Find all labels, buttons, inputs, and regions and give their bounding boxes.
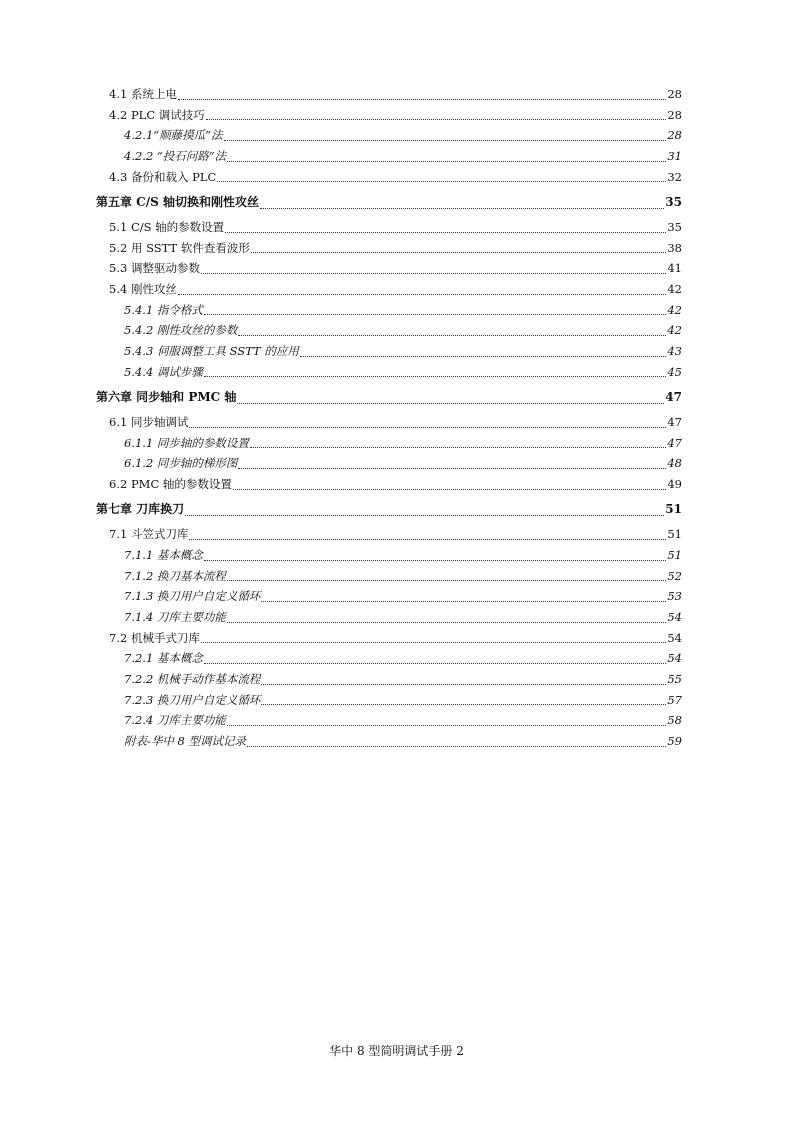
- toc-entry-title: 5.4.4 调试步骤: [124, 364, 203, 379]
- toc-entry-page-number: 49: [667, 477, 682, 491]
- dot-leader: [178, 294, 666, 295]
- dot-leader: [201, 642, 666, 643]
- toc-entry-page-number: 54: [667, 630, 682, 645]
- toc-entry-title: 7.2.4 刀库主要功能: [124, 713, 226, 728]
- toc-entry[interactable]: [96, 125, 682, 146]
- dot-leader: [217, 181, 666, 182]
- dot-leader: [227, 622, 666, 623]
- toc-entry-page-number: 47: [667, 414, 682, 429]
- toc-entry-title: 7.1.1 基本概念: [124, 547, 203, 562]
- toc-entry[interactable]: [96, 105, 682, 126]
- toc-entry-title: 5.4 刚性攻丝: [109, 282, 177, 296]
- toc-chapter-entry[interactable]: [96, 497, 682, 521]
- dot-leader: [261, 704, 666, 705]
- toc-entry-title: 7.2 机械手式刀库: [109, 630, 200, 645]
- toc-entry[interactable]: [96, 669, 682, 690]
- dot-leader: [250, 447, 666, 448]
- toc-entry[interactable]: [96, 412, 682, 433]
- dot-leader: [204, 314, 666, 315]
- toc-entry[interactable]: [96, 362, 682, 383]
- toc-entry[interactable]: [96, 146, 682, 167]
- dot-leader: [261, 684, 666, 685]
- toc-entry-page-number: 58: [667, 713, 682, 728]
- toc-entry-page-number: 55: [667, 672, 682, 686]
- dot-leader: [247, 746, 666, 747]
- table-of-contents: [96, 84, 682, 752]
- toc-entry-page-number: 51: [665, 502, 682, 517]
- toc-entry-title: 5.4.2 刚性攻丝的参数: [124, 323, 238, 338]
- dot-leader: [204, 560, 666, 561]
- toc-entry[interactable]: [96, 648, 682, 669]
- toc-entry-page-number: 51: [667, 527, 682, 542]
- page-footer: 华中 8 型简明调试手册 2: [329, 1044, 464, 1058]
- toc-entry-title: 5.2 用 SSTT 软件查看波形: [109, 240, 250, 255]
- toc-entry-page-number: 28: [667, 107, 682, 122]
- dot-leader: [238, 468, 666, 469]
- toc-entry-title: 6.1.2 同步轴的梯形图: [124, 456, 238, 471]
- toc-entry-title: 4.1 系统上电: [109, 87, 177, 101]
- toc-entry[interactable]: [96, 566, 682, 587]
- dot-leader: [189, 539, 666, 540]
- dot-leader: [204, 376, 666, 377]
- toc-entry-title: 4.3 备份和载入 PLC: [109, 169, 217, 184]
- toc-entry[interactable]: [96, 300, 682, 321]
- toc-entry-page-number: 38: [667, 240, 682, 255]
- toc-entry-page-number: 54: [667, 651, 682, 666]
- toc-entry-page-number: 42: [667, 323, 682, 338]
- toc-entry-title: 6.1.1 同步轴的参数设置: [124, 435, 249, 450]
- toc-entry-title: 第五章 C/S 轴切换和刚性攻丝: [96, 194, 259, 209]
- toc-entry[interactable]: [96, 453, 682, 474]
- dot-leader: [201, 273, 666, 274]
- toc-entry[interactable]: [96, 731, 682, 752]
- toc-entry-page-number: 48: [667, 456, 682, 471]
- toc-entry-title: 7.1.3 换刀用户自定义循环: [124, 589, 261, 604]
- toc-entry-title: 7.1 斗笠式刀库: [109, 527, 189, 542]
- toc-entry[interactable]: [96, 710, 682, 731]
- toc-entry-title: 7.1.2 换刀基本流程: [124, 568, 226, 583]
- dot-leader: [185, 515, 664, 516]
- toc-entry-page-number: 28: [667, 128, 682, 143]
- dot-leader: [189, 427, 666, 428]
- toc-entry-page-number: 42: [667, 302, 682, 317]
- toc-chapter-entry[interactable]: [96, 190, 682, 214]
- toc-entry-title: 6.2 PMC 轴的参数设置: [109, 477, 232, 491]
- toc-entry-page-number: 43: [667, 344, 682, 359]
- dot-leader: [227, 725, 666, 726]
- toc-entry[interactable]: [96, 279, 682, 300]
- toc-entry-title: 7.1.4 刀库主要功能: [124, 609, 226, 624]
- dot-leader: [237, 403, 664, 404]
- toc-entry-page-number: 42: [667, 282, 682, 296]
- toc-entry-page-number: 35: [667, 219, 682, 234]
- dot-leader: [227, 580, 666, 581]
- toc-entry[interactable]: [96, 84, 682, 105]
- dot-leader: [178, 99, 666, 100]
- toc-entry-title: 4.2 PLC 调试技巧: [109, 107, 205, 122]
- toc-entry-title: 7.2.2 机械手动作基本流程: [124, 672, 261, 686]
- toc-entry[interactable]: [96, 341, 682, 362]
- toc-entry-page-number: 59: [667, 734, 682, 749]
- toc-entry-page-number: 52: [667, 568, 682, 583]
- toc-entry[interactable]: [96, 524, 682, 545]
- toc-entry[interactable]: [96, 433, 682, 454]
- toc-entry-title: 5.3 调整驱动参数: [109, 261, 200, 276]
- dot-leader: [260, 208, 664, 209]
- toc-entry-page-number: 54: [667, 609, 682, 624]
- toc-entry-page-number: 31: [667, 149, 682, 164]
- toc-entry-title: 7.2.1 基本概念: [124, 651, 203, 666]
- toc-entry-title: 5.1 C/S 轴的参数设置: [109, 219, 225, 234]
- toc-entry-page-number: 47: [667, 435, 682, 450]
- dot-leader: [251, 252, 666, 253]
- toc-entry-page-number: 45: [667, 364, 682, 379]
- toc-entry[interactable]: [96, 217, 682, 238]
- dot-leader: [261, 601, 666, 602]
- toc-entry-title: 附表-华中 8 型调试记录: [124, 734, 247, 749]
- toc-entry[interactable]: [96, 545, 682, 566]
- toc-chapter-entry[interactable]: [96, 385, 682, 409]
- toc-entry-title: 7.2.3 换刀用户自定义循环: [124, 692, 261, 707]
- toc-entry-page-number: 32: [667, 169, 682, 184]
- dot-leader: [227, 161, 666, 162]
- toc-entry[interactable]: [96, 167, 682, 188]
- toc-entry[interactable]: [96, 690, 682, 711]
- toc-entry-page-number: 51: [667, 547, 682, 562]
- toc-entry-title: 4.2.2 “投石问路”法: [124, 149, 227, 164]
- toc-entry-page-number: 35: [665, 194, 682, 209]
- toc-entry-title: 5.4.1 指令格式: [124, 302, 203, 317]
- toc-entry-page-number: 41: [667, 261, 682, 276]
- dot-leader: [224, 140, 667, 141]
- toc-entry-title: 4.2.1“顺藤摸瓜”法: [124, 128, 223, 143]
- toc-entry[interactable]: [96, 607, 682, 628]
- toc-entry-page-number: 47: [665, 389, 682, 404]
- dot-leader: [238, 335, 666, 336]
- toc-entry-page-number: 57: [667, 692, 682, 707]
- dot-leader: [225, 232, 666, 233]
- toc-entry[interactable]: [96, 320, 682, 341]
- toc-entry-page-number: 28: [667, 87, 682, 101]
- toc-entry-title: 第七章 刀库换刀: [96, 502, 185, 517]
- dot-leader: [300, 356, 667, 357]
- dot-leader: [204, 663, 666, 664]
- toc-entry[interactable]: [96, 238, 682, 259]
- toc-entry[interactable]: [96, 258, 682, 279]
- dot-leader: [233, 489, 666, 490]
- toc-entry-title: 第六章 同步轴和 PMC 轴: [96, 389, 237, 404]
- toc-entry[interactable]: [96, 628, 682, 649]
- toc-entry-title: 6.1 同步轴调试: [109, 414, 189, 429]
- toc-entry-title: 5.4.3 伺服调整工具 SSTT 的应用: [124, 344, 299, 359]
- toc-entry-page-number: 53: [667, 589, 682, 604]
- toc-entry[interactable]: [96, 474, 682, 495]
- toc-entry[interactable]: [96, 586, 682, 607]
- dot-leader: [206, 119, 667, 120]
